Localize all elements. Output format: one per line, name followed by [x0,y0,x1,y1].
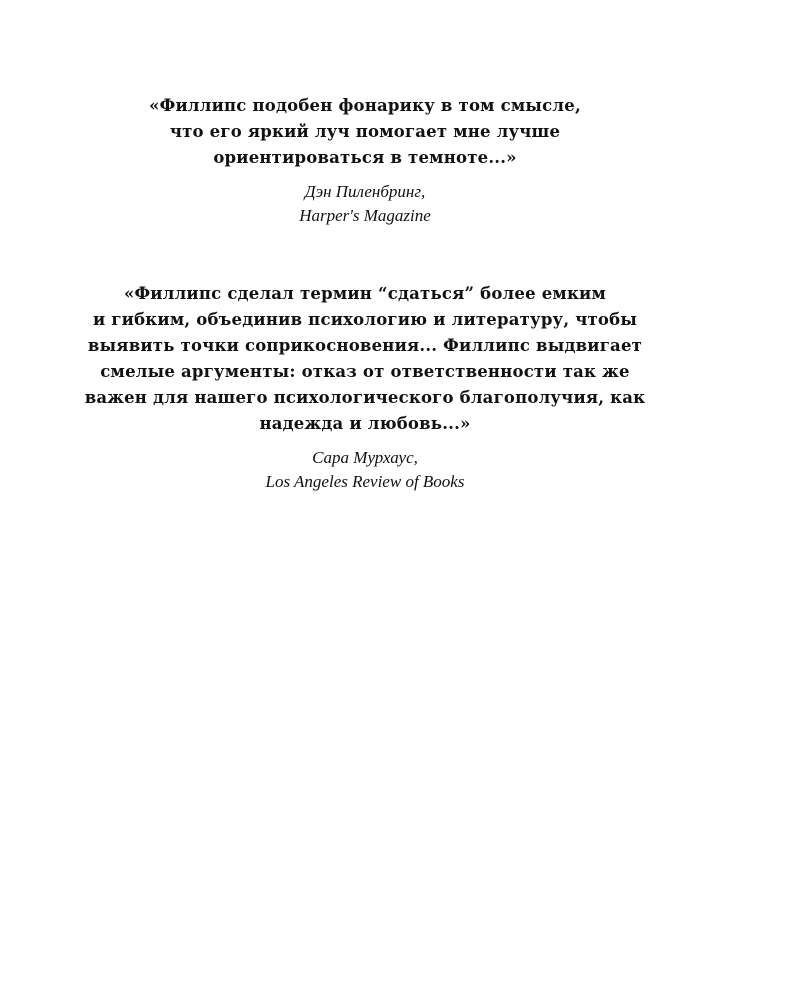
quote-attribution [0,180,730,228]
quote-author: Дэн Пиленбринг, [304,182,426,201]
quote-line: «Филлипс сделал термин “сдаться” более емким [123,284,607,303]
quote-line: важен для нашего психологического благополучия, как [84,388,646,407]
quote-text [0,93,730,171]
quote-attribution [0,446,730,494]
quote-author: Сара Мурхаус, [312,448,418,467]
quote-line: и гибким, объединив психологию и литературу, чтобы [92,310,638,329]
quote-text [0,281,730,437]
quote-line: что его яркий луч помогает мне лучше [169,122,561,141]
quote-source: Harper's Magazine [299,206,431,225]
quote-line: надежда и любовь...» [259,414,471,433]
quote-source: Los Angeles Review of Books [265,472,465,491]
quote-line: «Филлипс подобен фонарику в том смысле, [149,96,581,115]
quote-line: ориентироваться в темноте...» [213,148,517,167]
review-quote-1 [0,93,730,228]
review-quote-2 [0,281,730,494]
quote-line: смелые аргументы: отказ от ответственности так же [100,362,630,381]
quote-line: выявить точки соприкосновения... Филлипс выдвигает [87,336,643,355]
